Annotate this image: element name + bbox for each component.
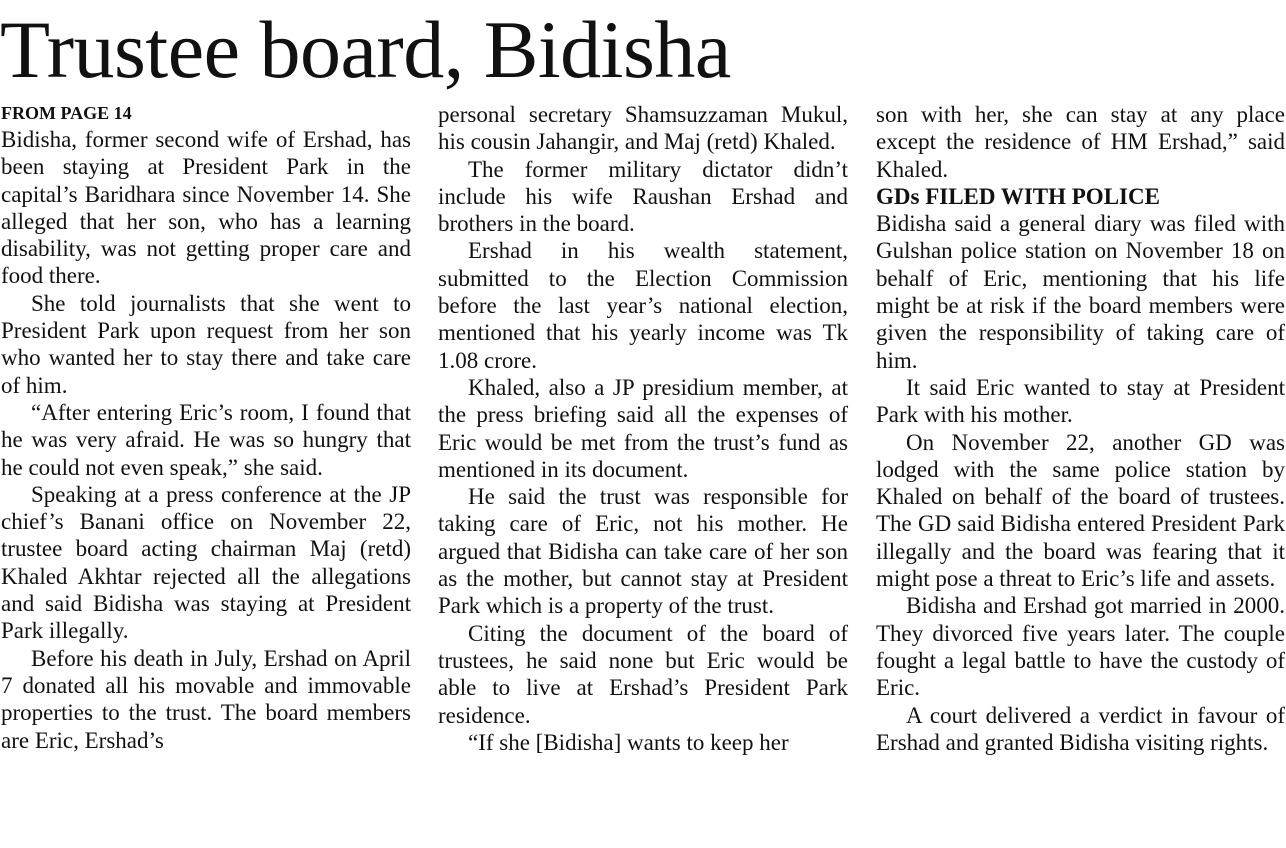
- paragraph: Before his death in July, Ershad on April 7 donated all his movable and immovable properties to the trust. The board members are Eric, Ershad’s: [1, 645, 411, 753]
- paragraph: Bidisha said a general diary was filed with Gulshan police station on November 18 on behalf of Eric, mentioning that his life might be at risk if the board members were given the responsibility of taking care of him.: [876, 211, 1285, 373]
- paragraph: son with her, she can stay at any place except the residence of HM Ershad,” said Khaled.: [876, 102, 1285, 182]
- paragraph: He said the trust was responsible for taking care of Eric, not his mother. He argued that Bidisha can take care of her son as the mother, but cannot stay at President Park which is a property of the trust.: [438, 484, 848, 619]
- headline: Trustee board, Bidisha: [0, 4, 731, 95]
- paragraph: Speaking at a press conference at the JP chief’s Banani office on November 22, trustee board acting chairman Maj (retd) Khaled Akhtar rejected all the allegations and said Bidisha was staying at President Park illegally.: [1, 481, 411, 644]
- article-column-2: [438, 101, 848, 756]
- paragraph: personal secretary Shamsuzzaman Mukul, his cousin Jahangir, and Maj (retd) Khaled.: [438, 102, 848, 155]
- paragraph: It said Eric wanted to stay at President Park with his mother.: [876, 374, 1285, 428]
- paragraph: Citing the document of the board of trustees, he said none but Eric would be able to live at Ershad’s President Park residence.: [438, 620, 848, 728]
- paragraph: Khaled, also a JP presidium member, at the press briefing said all the expenses of Eric would be met from the trust’s fund as mentioned in its document.: [438, 374, 848, 482]
- subheading: GDs FILED WITH POLICE: [876, 183, 1160, 209]
- jump-label: FROM PAGE 14: [1, 103, 132, 123]
- paragraph: On November 22, another GD was lodged with the same police station by Khaled on behalf of the board of trustees. The GD said Bidisha entered President Park illegally and the board was fearing that it might pose a threat to Eric’s life and assets.: [876, 429, 1285, 592]
- paragraph: “After entering Eric’s room, I found that he was very afraid. He was so hungry that he could not even speak,” she said.: [1, 399, 411, 480]
- paragraph: Bidisha, former second wife of Ershad, has been staying at President Park in the capital’s Baridhara since November 14. She alleged that her son, who has a learning disability, was not getting proper care and food there.: [1, 127, 411, 289]
- paragraph: A court delivered a verdict in favour of Ershad and granted Bidisha visiting rights.: [876, 702, 1285, 755]
- article-column-3: [876, 101, 1285, 756]
- paragraph: She told journalists that she went to President Park upon request from her son who wanted her to stay there and take care of him.: [1, 290, 411, 398]
- article-column-1: [1, 101, 411, 754]
- paragraph: Bidisha and Ershad got married in 2000. They divorced five years later. The couple fought a legal battle to have the custody of Eric.: [876, 593, 1285, 701]
- paragraph: The former military dictator didn’t include his wife Raushan Ershad and brothers in the board.: [438, 156, 848, 237]
- paragraph: “If she [Bidisha] wants to keep her: [468, 729, 789, 755]
- paragraph: Ershad in his wealth statement, submitted to the Election Commission before the last year’s national election, mentioned that his yearly income was Tk 1.08 crore.: [438, 238, 848, 373]
